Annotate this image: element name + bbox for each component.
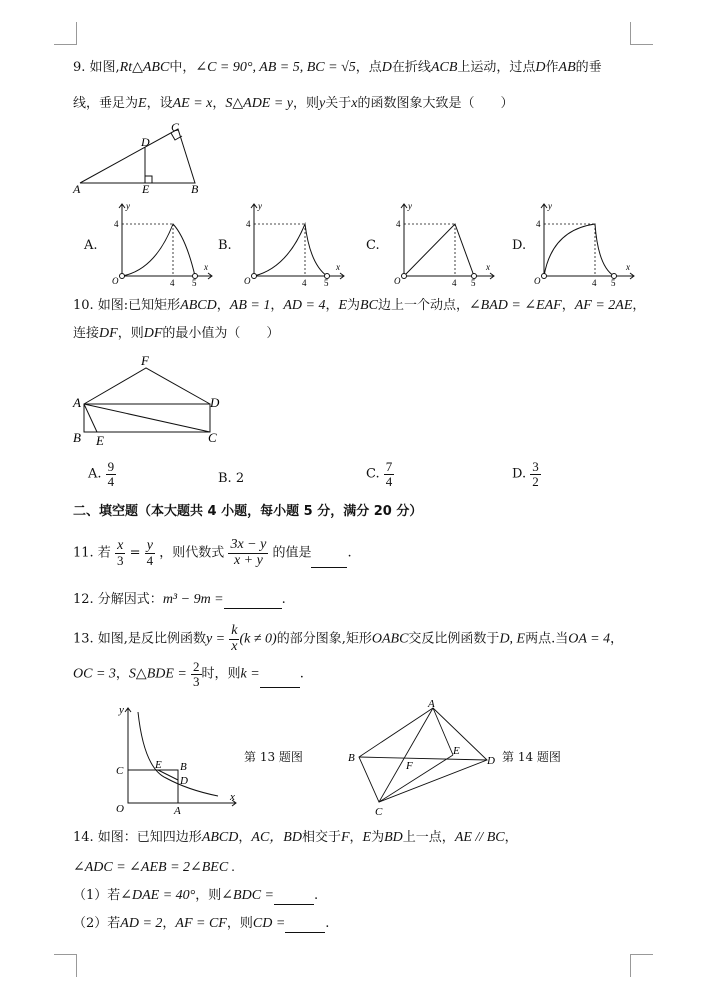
q9-label-E: E bbox=[142, 182, 150, 195]
y-tick-4: 4 bbox=[114, 219, 119, 229]
crop-mark-top-left bbox=[54, 22, 77, 45]
q14-text: 14. 如图：已知四边形 bbox=[73, 830, 202, 845]
q9-math: ∠C = 90°, AB = 5, BC = √5 bbox=[195, 60, 356, 75]
q14-part2 bbox=[73, 916, 329, 933]
origin-label: O bbox=[112, 276, 119, 286]
q13-math: S△BDE = bbox=[128, 666, 187, 682]
origin-label: O bbox=[534, 276, 541, 286]
fig13-label-x: x bbox=[230, 791, 235, 803]
q9-text: 的垂 bbox=[575, 60, 602, 75]
q14-text: ，则 bbox=[195, 888, 222, 903]
numerator: x bbox=[115, 539, 126, 555]
fig13-label-B: B bbox=[180, 761, 187, 773]
graph-axes bbox=[541, 204, 634, 279]
q10-text: 边上一个动点， bbox=[377, 298, 469, 313]
q9-text: ， bbox=[212, 96, 226, 111]
q9-text: ，设 bbox=[146, 96, 173, 111]
q10-math: ∠BAD = ∠EAF bbox=[468, 298, 562, 313]
q14-math: E bbox=[362, 830, 372, 845]
q14-text: （1）若 bbox=[73, 888, 121, 903]
q9-line1 bbox=[73, 60, 602, 77]
fig13-label-D: D bbox=[180, 775, 188, 787]
q10-rectangle-figure bbox=[70, 352, 230, 450]
x-tick-5: 5 bbox=[471, 278, 476, 288]
q11-fraction-expr bbox=[228, 538, 268, 568]
x-tick-4: 4 bbox=[170, 278, 175, 288]
q10-option-a[interactable] bbox=[88, 460, 116, 488]
fig14-label-F: F bbox=[406, 760, 413, 772]
fig13-label-C: C bbox=[116, 765, 124, 777]
origin-label: O bbox=[244, 276, 251, 286]
q9-math: D bbox=[535, 60, 546, 75]
q11-equals: = bbox=[129, 545, 141, 561]
q14-math: ∠ADC = ∠AEB = 2∠BEC . bbox=[73, 860, 236, 875]
q9-graph-b-curve bbox=[254, 224, 327, 276]
q10-line2 bbox=[73, 326, 279, 343]
graph-axes bbox=[251, 204, 344, 279]
q14-math: F bbox=[340, 830, 350, 845]
q10-line1 bbox=[73, 298, 645, 315]
crop-mark-bottom-left bbox=[54, 954, 77, 977]
x-tick-4: 4 bbox=[452, 278, 457, 288]
q12-text: 12. 分解因式： bbox=[73, 592, 163, 607]
q10-math: AD = 4 bbox=[283, 298, 326, 313]
q9-text: 作 bbox=[545, 60, 559, 75]
q10-text: 10. 如图:已知矩形 bbox=[73, 298, 181, 313]
x-tick-5: 5 bbox=[324, 278, 329, 288]
numerator: y bbox=[145, 539, 156, 555]
denominator: 4 bbox=[146, 553, 154, 569]
denominator: 4 bbox=[107, 473, 115, 489]
q14-text: ， bbox=[238, 830, 252, 845]
q13-text: ， bbox=[115, 666, 129, 682]
q9-graph-b[interactable] bbox=[232, 198, 352, 288]
q13-text: . bbox=[299, 666, 304, 682]
q10-math: ABCD bbox=[180, 298, 217, 313]
q10-option-d[interactable] bbox=[512, 460, 541, 488]
q10-label-F: F bbox=[141, 353, 149, 368]
crop-mark-bottom-right bbox=[630, 954, 653, 977]
q10-label-E: E bbox=[96, 433, 104, 448]
graph-axes bbox=[119, 204, 212, 279]
option-label: C. bbox=[366, 466, 380, 482]
q9-text: 9. 如图, bbox=[73, 60, 120, 75]
q10-option-c[interactable] bbox=[366, 460, 394, 488]
q10-text: ， bbox=[325, 298, 339, 313]
q9-math: AE = x bbox=[172, 96, 213, 111]
q10-text: ， bbox=[632, 298, 646, 313]
q14-part1 bbox=[73, 888, 318, 905]
q9-option-b-label[interactable]: B. bbox=[218, 238, 232, 253]
q9-math: Rt△ABC bbox=[119, 60, 170, 75]
x-tick-5: 5 bbox=[192, 278, 197, 288]
q9-triangle-figure bbox=[70, 120, 210, 195]
option-fraction bbox=[384, 460, 395, 488]
q13-fraction-kx bbox=[229, 624, 239, 654]
q10-math: AF = 2AE bbox=[574, 298, 633, 313]
q9-option-d-label[interactable]: D. bbox=[512, 238, 527, 253]
q9-text: 在折线 bbox=[391, 60, 431, 75]
q9-text: 线，垂足为 bbox=[73, 96, 139, 111]
q10-label-D: D bbox=[210, 395, 220, 410]
q13-math: (k ≠ 0) bbox=[239, 631, 277, 647]
q13-math: OC = 3 bbox=[73, 666, 116, 682]
x-tick-5: 5 bbox=[611, 278, 616, 288]
q14-part1-answer-blank[interactable] bbox=[274, 892, 314, 905]
q14-math: ∠BDC = bbox=[221, 888, 274, 903]
q13-math: OA = 4 bbox=[568, 631, 611, 647]
q9-text: 中， bbox=[169, 60, 196, 75]
q13-text: 13. 如图,是反比例函数 bbox=[73, 631, 206, 647]
q14-math: CD = bbox=[252, 916, 286, 931]
q9-graph-d-curve bbox=[544, 224, 614, 276]
q14-math: AC，BD bbox=[251, 830, 302, 845]
q14-text: ， bbox=[349, 830, 363, 845]
option-fraction bbox=[530, 460, 541, 488]
q9-text: 上运动，过点 bbox=[457, 60, 536, 75]
axis-x-label: x bbox=[626, 262, 630, 272]
axis-x-label: x bbox=[204, 262, 208, 272]
q11-text: ，则代数式 bbox=[159, 545, 225, 561]
q14-math: AD = 2 bbox=[120, 916, 163, 931]
q14-text: （2）若 bbox=[73, 916, 121, 931]
q13-math: D, E bbox=[499, 631, 526, 647]
q10-text: ， bbox=[561, 298, 575, 313]
y-tick-4: 4 bbox=[396, 219, 401, 229]
q13-math: OABC bbox=[371, 631, 409, 647]
q10-text: ， bbox=[270, 298, 284, 313]
q14-math: AE // BC bbox=[454, 830, 505, 845]
q9-math: E bbox=[138, 96, 147, 111]
origin-label: O bbox=[394, 276, 401, 286]
q9-text: 的函数图象大致是（ ） bbox=[357, 96, 514, 111]
denominator: 3 bbox=[193, 673, 200, 689]
q9-label-B: B bbox=[191, 182, 199, 195]
q9-text: 关于 bbox=[325, 96, 352, 111]
q10-math: BC bbox=[360, 298, 378, 313]
q10-math: DF bbox=[143, 326, 163, 341]
q14-text: 上一点， bbox=[402, 830, 455, 845]
q9-label-D: D bbox=[141, 135, 150, 149]
y-tick-4: 4 bbox=[246, 219, 251, 229]
q14-part2-answer-blank[interactable] bbox=[285, 920, 325, 933]
fig13-label-y: y bbox=[119, 704, 124, 716]
q11-line bbox=[73, 538, 352, 568]
q13-line2 bbox=[73, 660, 304, 688]
axis-y-label: y bbox=[408, 201, 412, 211]
q14-text: 相交于 bbox=[301, 830, 341, 845]
x-tick-4: 4 bbox=[302, 278, 307, 288]
numerator: 3 bbox=[532, 459, 539, 474]
q14-text: ， bbox=[162, 916, 176, 931]
fig14-label-B: B bbox=[348, 752, 355, 764]
q9-graph-a-curve bbox=[122, 224, 195, 276]
fig14-label-A: A bbox=[428, 698, 435, 710]
q14-line2 bbox=[73, 860, 235, 877]
q10-option-b[interactable] bbox=[218, 471, 244, 486]
q14-figure bbox=[345, 698, 495, 818]
q10-text: 为 bbox=[347, 298, 361, 313]
q13-text: 两点.当 bbox=[525, 631, 569, 647]
q10-label-C: C bbox=[208, 430, 217, 445]
axis-y-label: y bbox=[126, 201, 130, 211]
q9-math: y bbox=[319, 96, 326, 111]
fig13-label-O: O bbox=[116, 803, 124, 815]
q9-graph-d[interactable] bbox=[522, 198, 642, 288]
q13-line1 bbox=[73, 624, 623, 654]
denominator: x bbox=[231, 638, 238, 654]
numerator: k bbox=[231, 623, 238, 638]
denominator: 2 bbox=[532, 473, 539, 489]
q14-math: AF = CF bbox=[175, 916, 227, 931]
q11-fraction-y4 bbox=[145, 539, 156, 568]
q12-text: . bbox=[281, 592, 286, 607]
q9-text: ，则 bbox=[293, 96, 320, 111]
q14-text: . bbox=[313, 888, 319, 903]
q11-text: 的值是 bbox=[272, 545, 312, 561]
q10-label-A: A bbox=[73, 395, 81, 410]
q13-text: 时，则 bbox=[201, 666, 241, 682]
q9-math: AB bbox=[558, 60, 576, 75]
q14-text: ， bbox=[504, 830, 518, 845]
q10-math: E bbox=[338, 298, 348, 313]
numerator: 9 bbox=[107, 459, 115, 474]
q14-math: ABCD bbox=[201, 830, 239, 845]
q14-math: BD bbox=[384, 830, 403, 845]
q9-graph-a[interactable] bbox=[100, 198, 220, 288]
axis-y-label: y bbox=[258, 201, 262, 211]
fig13-label-A: A bbox=[174, 805, 181, 815]
q10-label-B: B bbox=[73, 430, 81, 445]
option-label: A. bbox=[88, 466, 102, 482]
q12-math: m³ − 9m = bbox=[162, 592, 224, 607]
denominator: 3 bbox=[116, 553, 124, 569]
axis-y-label: y bbox=[548, 201, 552, 211]
q13-math: y = bbox=[205, 631, 226, 647]
q9-graph-c-curve bbox=[404, 224, 474, 276]
q10-text: 连接 bbox=[73, 326, 100, 341]
q13-figure bbox=[108, 700, 248, 815]
q11-fraction-x3 bbox=[115, 539, 126, 568]
q9-math: D bbox=[381, 60, 392, 75]
q9-label-C: C bbox=[171, 120, 180, 134]
q9-label-A: A bbox=[73, 182, 81, 195]
q13-text: 的部分图象,矩形 bbox=[276, 631, 372, 647]
q14-line1 bbox=[73, 830, 518, 847]
denominator: x + y bbox=[233, 552, 263, 568]
axis-x-label: x bbox=[336, 262, 340, 272]
q14-text: ，则 bbox=[226, 916, 253, 931]
fig14-label-E: E bbox=[453, 745, 460, 757]
q9-math: ACB bbox=[430, 60, 458, 75]
axis-x-label: x bbox=[486, 262, 490, 272]
graph-axes bbox=[401, 204, 494, 279]
q13-text: ， bbox=[610, 631, 624, 647]
q13-hyperbola bbox=[138, 712, 218, 796]
q11-text: 11. 若 bbox=[73, 545, 111, 561]
q10-text: ， bbox=[216, 298, 230, 313]
q9-graph-c[interactable] bbox=[382, 198, 502, 288]
q9-line2 bbox=[73, 96, 514, 113]
q9-math: x bbox=[351, 96, 358, 111]
q14-math: ∠DAE = 40° bbox=[120, 888, 196, 903]
q9-math: S△ADE = y bbox=[225, 96, 294, 111]
q13-fraction-23 bbox=[191, 660, 202, 688]
option-label: D. bbox=[512, 466, 527, 482]
numerator: 3x − y bbox=[230, 537, 267, 552]
fig13-label-E: E bbox=[155, 759, 162, 771]
q10-text: 的最小值为（ ） bbox=[162, 326, 280, 341]
q11-answer-blank[interactable] bbox=[311, 555, 347, 568]
q10-text: ，则 bbox=[117, 326, 144, 341]
numerator: 7 bbox=[385, 459, 393, 474]
fig14-label-D: D bbox=[487, 755, 495, 767]
q13-math: k = bbox=[240, 666, 260, 682]
q13-text: 交反比例函数于 bbox=[408, 631, 500, 647]
q11-text: . bbox=[347, 545, 352, 561]
y-tick-4: 4 bbox=[536, 219, 541, 229]
x-tick-4: 4 bbox=[592, 278, 597, 288]
q13-answer-blank[interactable] bbox=[260, 675, 300, 688]
crop-mark-top-right bbox=[630, 22, 653, 45]
numerator: 2 bbox=[193, 659, 200, 674]
denominator: 4 bbox=[385, 473, 393, 489]
q12-line bbox=[73, 592, 286, 609]
q9-option-a-label[interactable]: A. bbox=[84, 238, 98, 253]
fig14-label-C: C bbox=[375, 806, 383, 818]
q10-math: AB = 1 bbox=[229, 298, 271, 313]
section-2-heading: 二、填空题（本大题共 4 小题，每小题 5 分，满分 20 分） bbox=[73, 504, 423, 519]
q10-math: DF bbox=[99, 326, 118, 341]
fig14-caption: 第 14 题图 bbox=[502, 750, 561, 764]
q14-text: 为 bbox=[371, 830, 385, 845]
fig13-caption: 第 13 题图 bbox=[244, 750, 303, 764]
option-label: B. 2 bbox=[218, 471, 245, 486]
option-fraction bbox=[106, 460, 117, 488]
q12-answer-blank[interactable] bbox=[224, 596, 282, 609]
q9-option-c-label[interactable]: C. bbox=[366, 238, 380, 253]
q9-text: ，点 bbox=[355, 60, 382, 75]
q14-text: . bbox=[325, 916, 330, 931]
